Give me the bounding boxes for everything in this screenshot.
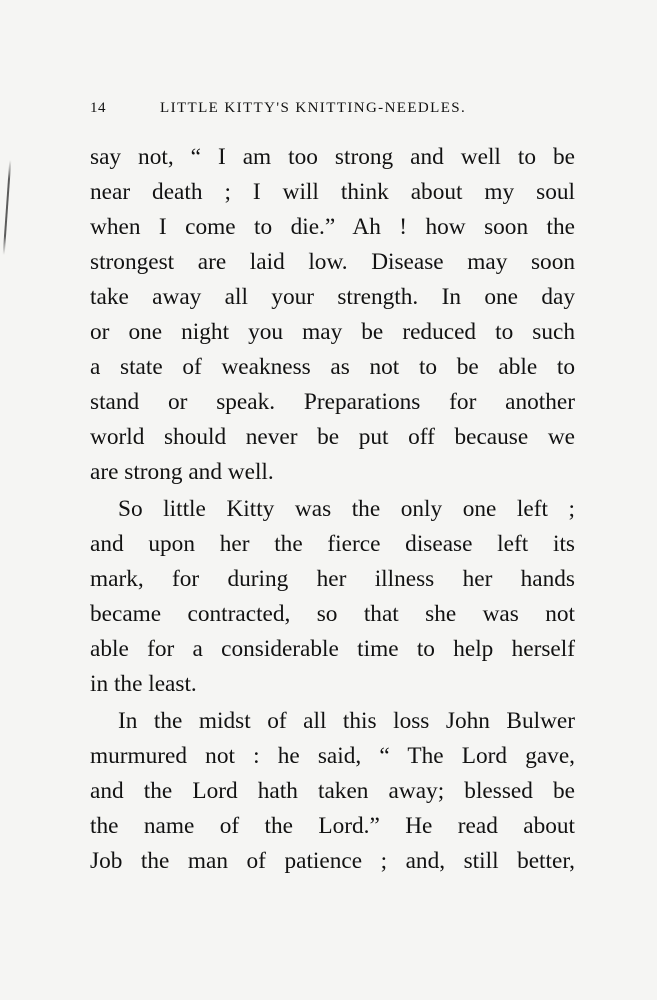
text-line: mark, for during her illness her hands xyxy=(90,566,575,592)
paragraph xyxy=(90,704,575,879)
paragraph xyxy=(90,140,575,490)
text-line: say not, “ I am too strong and well to be xyxy=(90,144,575,170)
text-line: when I come to die.” Ah ! how soon the xyxy=(90,214,575,240)
text-line: In the midst of all this loss John Bulwer xyxy=(118,708,575,734)
text-line: in the least. xyxy=(90,671,197,697)
text-line: are strong and well. xyxy=(90,459,274,485)
text-line: world should never be put off because we xyxy=(90,424,575,450)
running-title: LITTLE KITTY'S KNITTING-NEEDLES. xyxy=(160,100,467,116)
text-line: a state of weakness as not to be able to xyxy=(90,354,575,380)
paragraph xyxy=(90,492,575,702)
text-line: able for a considerable time to help herself xyxy=(90,636,575,662)
text-line: take away all your strength. In one day xyxy=(90,284,575,310)
text-line: and the Lord hath taken away; blessed be xyxy=(90,778,575,804)
text-line: the name of the Lord.” He read about xyxy=(90,813,575,839)
page-number: 14 xyxy=(90,100,106,116)
body-text xyxy=(90,140,575,879)
text-line: So little Kitty was the only one left ; xyxy=(118,496,575,522)
running-head xyxy=(90,100,575,122)
page-edge-mark xyxy=(3,160,12,255)
text-line: strongest are laid low. Disease may soon xyxy=(90,249,575,275)
text-line: murmured not : he said, “ The Lord gave, xyxy=(90,743,575,769)
text-line: became contracted, so that she was not xyxy=(90,601,575,627)
text-line: stand or speak. Preparations for another xyxy=(90,389,575,415)
text-line: or one night you may be reduced to such xyxy=(90,319,575,345)
text-line: near death ; I will think about my soul xyxy=(90,179,575,205)
text-line: and upon her the fierce disease left its xyxy=(90,531,575,557)
text-line: Job the man of patience ; and, still better, xyxy=(90,848,575,874)
